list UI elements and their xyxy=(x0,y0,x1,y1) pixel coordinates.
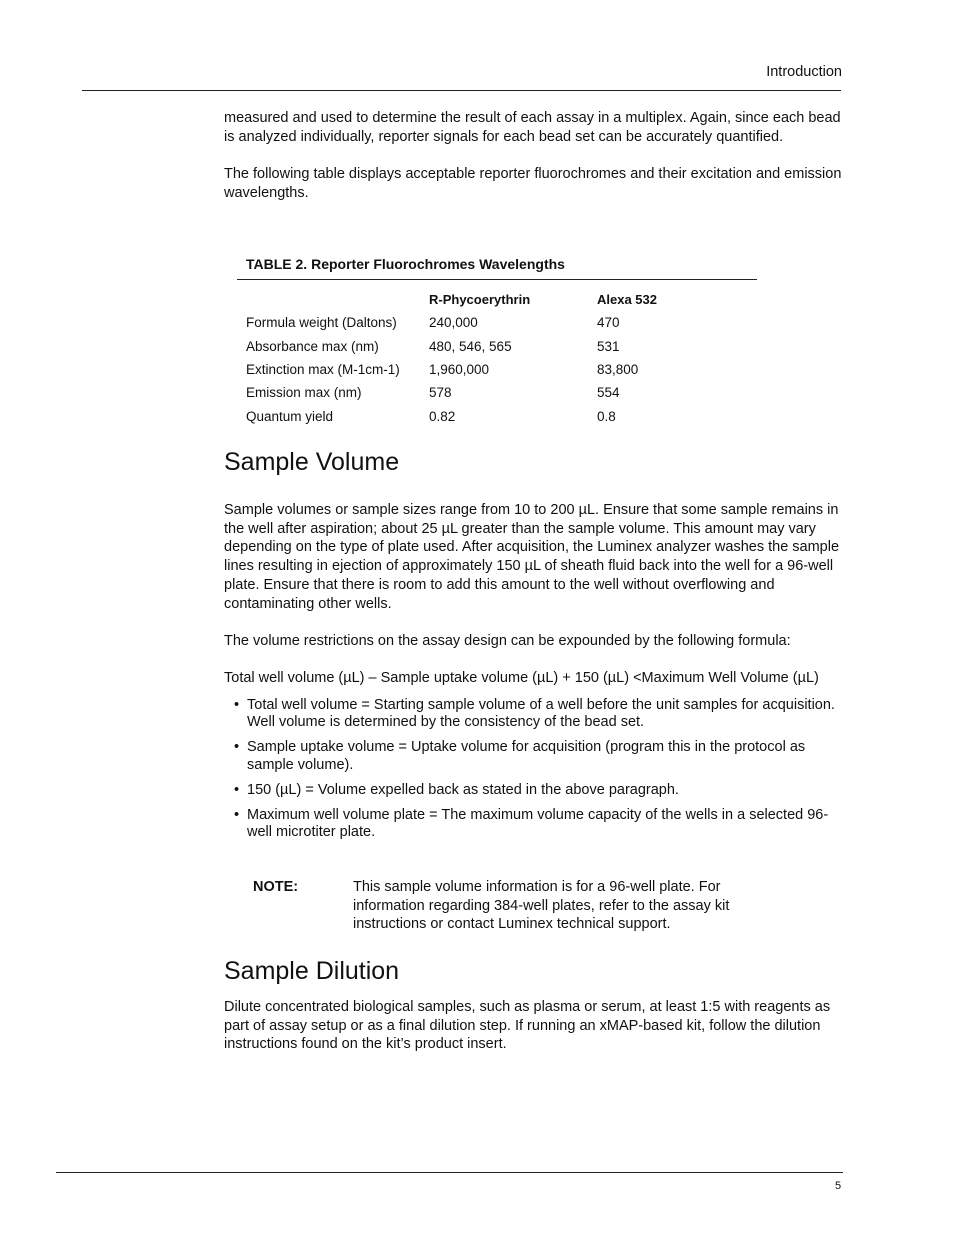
list-item-text: Sample uptake volume = Uptake volume for acquisition (program this in the protocol as sample volume). xyxy=(247,739,806,773)
volume-formula: Total well volume (µL) – Sample uptake volume (µL) + 150 (µL) <Maximum Well Volume (µL) xyxy=(224,669,819,686)
sample-volume-paragraph-2: The volume restrictions on the assay design can be expounded by the following formula: xyxy=(224,633,791,650)
table-row xyxy=(237,381,747,404)
footer-rule xyxy=(56,1172,843,1173)
table-cell: 554 xyxy=(597,385,620,401)
table-row xyxy=(237,311,747,334)
running-header: Introduction xyxy=(766,64,842,80)
sample-dilution-body xyxy=(224,998,842,1054)
table-cell: Extinction max (M-1cm-1) xyxy=(246,362,400,378)
definition-list xyxy=(224,697,842,842)
table-rule xyxy=(237,279,757,280)
sample-volume-paragraph-1: Sample volumes or sample sizes range from 10 to 200 µL. Ensure that some sample remains in the well after aspiration; about 25 µL greater than the sample volume. This amount may vary depending on the type of plate used. After acquisition, the Luminex analyzer washes the sample lines resulting in ejection of approximately 150 µL of sheath fluid back into the well for a 96-well plate. Ensure that there is room to add this amount to the well without overflowing and contaminating other wells. xyxy=(224,502,840,612)
table-row xyxy=(237,335,747,358)
table-header-cell xyxy=(237,288,429,311)
table-cell: 240,000 xyxy=(429,315,478,331)
list-item-text: Total well volume = Starting sample volume of a well before the unit samples for acquisition. Well volume is determined by the consistency of the bead set. xyxy=(247,696,835,731)
sample-volume-body xyxy=(224,501,842,849)
list-item xyxy=(224,739,842,774)
intro-section xyxy=(224,109,842,203)
table-cell: 0.82 xyxy=(429,408,456,424)
page-number: 5 xyxy=(835,1180,842,1192)
list-item xyxy=(224,782,842,800)
table-cell: Absorbance max (nm) xyxy=(246,338,379,354)
intro-paragraph-2: The following table displays acceptable reporter fluorochromes and their excitation and emission wavelengths. xyxy=(224,166,842,202)
table-header-cell: R-Phycoerythrin xyxy=(429,292,531,308)
fluorochrome-table xyxy=(237,255,757,428)
list-item xyxy=(224,807,842,842)
table-cell: 531 xyxy=(597,338,620,354)
table-header-cell: Alexa 532 xyxy=(597,292,657,308)
list-item xyxy=(224,697,842,732)
list-item-text: Maximum well volume plate = The maximum volume capacity of the wells in a selected 96-well microtiter plate. xyxy=(247,806,829,841)
list-item-text: 150 (µL) = Volume expelled back as stated in the above paragraph. xyxy=(247,781,679,798)
sample-dilution-paragraph: Dilute concentrated biological samples, such as plasma or serum, at least 1:5 with reagents as part of assay setup or as a final dilution step. If running an xMAP-based kit, follow the dilution instructions found on the kit’s product insert. xyxy=(224,999,831,1053)
table-header-row xyxy=(237,288,747,311)
table-cell: 578 xyxy=(429,385,452,401)
intro-paragraph-1: measured and used to determine the result of each assay in a multiplex. Again, since each bead is analyzed individually, reporter signals for each bead set can be accurately quantified. xyxy=(224,110,841,145)
table-caption: TABLE 2. Reporter Fluorochromes Wavelengths xyxy=(246,256,565,272)
table-cell: 480, 546, 565 xyxy=(429,338,512,354)
sample-volume-heading: Sample Volume xyxy=(224,448,400,476)
sample-dilution-heading: Sample Dilution xyxy=(224,957,400,985)
table-cell: 1,960,000 xyxy=(429,362,490,378)
header-rule xyxy=(82,90,841,91)
table-cell: Quantum yield xyxy=(246,408,334,424)
table-cell: 83,800 xyxy=(597,362,639,378)
bullet-icon: • xyxy=(234,806,240,823)
table-cell: 470 xyxy=(597,315,620,331)
table-cell: Formula weight (Daltons) xyxy=(246,315,397,331)
table-cell: 0.8 xyxy=(597,408,616,424)
bullet-icon: • xyxy=(234,739,240,756)
bullet-icon: • xyxy=(234,696,240,713)
table-cell: Emission max (nm) xyxy=(246,385,362,401)
table-row xyxy=(237,404,747,427)
note-label: NOTE: xyxy=(253,879,299,895)
bullet-icon: • xyxy=(234,781,240,798)
table-row xyxy=(237,358,747,381)
note-text: This sample volume information is for a 96-well plate. For information regarding 384-well plates, refer to the assay kit instructions or contact Luminex technical support. xyxy=(353,879,730,933)
table-body xyxy=(237,288,747,428)
